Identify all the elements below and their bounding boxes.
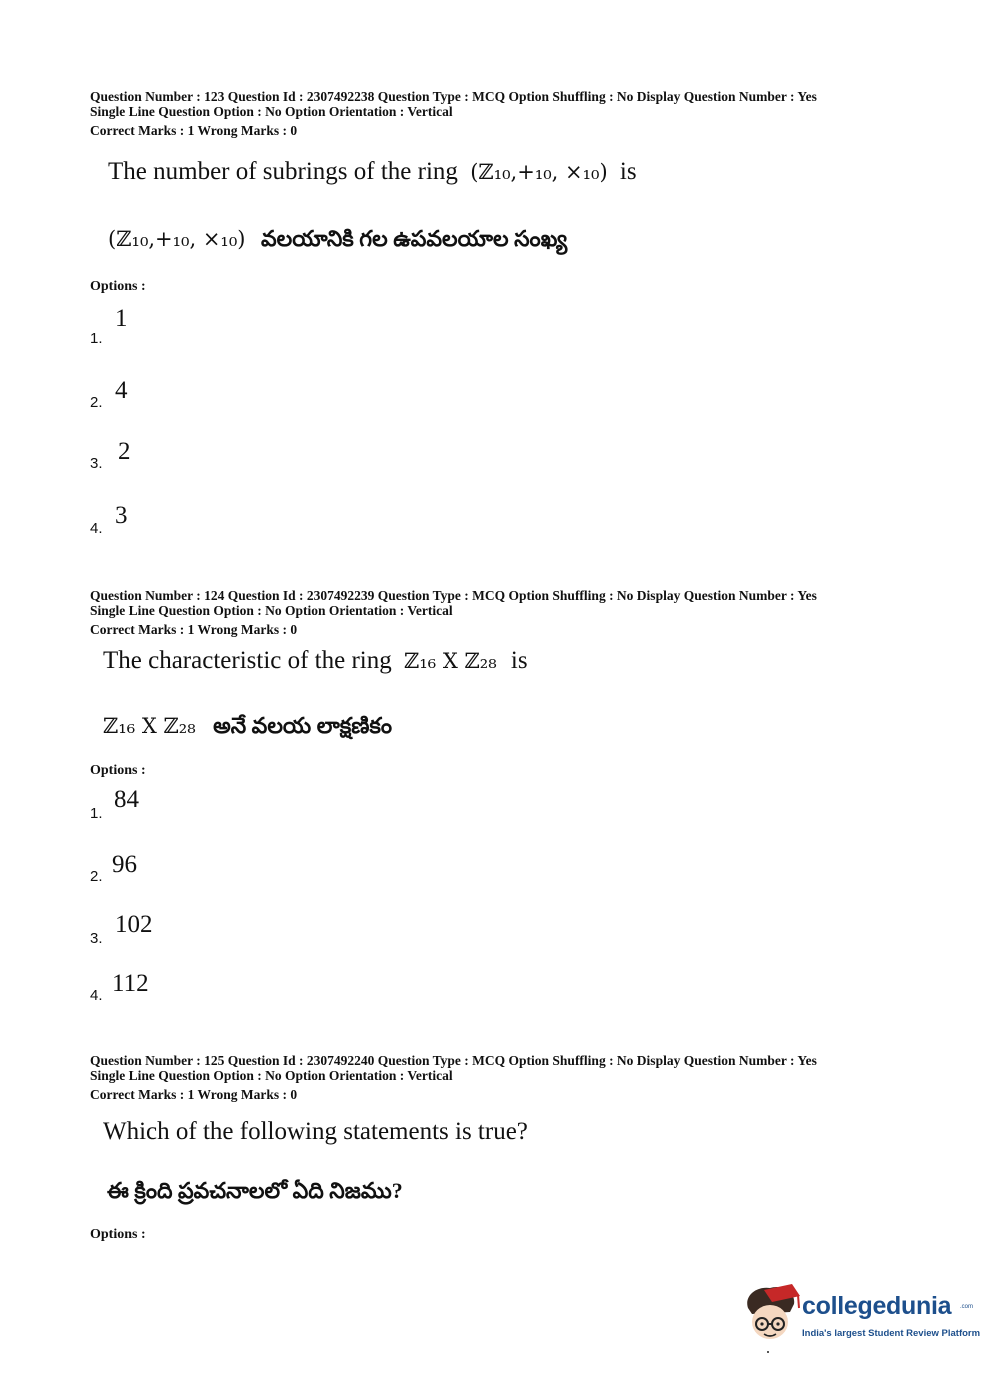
option-3[interactable] <box>0 911 400 961</box>
mascot-icon <box>742 1282 802 1356</box>
question-text-en: Which of the following statements is true? <box>103 1118 528 1145</box>
option-value: 3 <box>115 502 128 529</box>
option-number: 4. <box>90 987 103 1004</box>
meta-line-2: Single Line Question Option : No Option Orientation : Vertical <box>90 1068 453 1083</box>
math-expression-te: ℤ₁₆ X ℤ₂₈ <box>103 714 196 738</box>
option-2[interactable] <box>0 851 400 901</box>
question-suffix: is <box>510 647 528 674</box>
question-meta <box>90 89 817 138</box>
option-number: 1. <box>90 805 103 822</box>
options-label: Options : <box>90 1227 146 1242</box>
telugu-text: అనే వలయ లాక్షణికం <box>213 713 393 738</box>
option-value: 96 <box>112 851 137 878</box>
collegedunia-logo <box>742 1282 981 1356</box>
question-text: The number of subrings of the ring <box>108 158 458 185</box>
telugu-text: వలయానికి గల ఉపవలయాల సంఖ్య <box>260 226 568 251</box>
option-3[interactable] <box>0 438 400 488</box>
option-value: 112 <box>112 970 149 997</box>
option-value: 4 <box>115 377 128 404</box>
option-number: 2. <box>90 868 103 885</box>
option-number: 4. <box>90 520 103 537</box>
option-number: 3. <box>90 930 103 947</box>
option-value: 2 <box>118 438 131 465</box>
logo-suffix: .com <box>960 1304 974 1310</box>
meta-line-1: Question Number : 123 Question Id : 2307492238 Question Type : MCQ Option Shuffling : No Display Question Number : Yes <box>90 89 817 104</box>
option-1[interactable] <box>0 786 400 836</box>
math-expression: ℤ₁₆ X ℤ₂₈ <box>404 649 497 673</box>
logo-wordmark: collegedunia <box>802 1292 952 1320</box>
math-expression: (ℤ₁₀,+₁₀, ×₁₀) <box>470 160 608 184</box>
question-text-te <box>103 713 392 744</box>
option-4[interactable] <box>0 970 400 1020</box>
question-text-en <box>103 647 528 675</box>
meta-line-3: Correct Marks : 1 Wrong Marks : 0 <box>90 1087 298 1102</box>
question-meta <box>90 588 817 637</box>
options-label: Options : <box>90 763 146 778</box>
options-label: Options : <box>90 279 146 294</box>
question-suffix: is <box>619 158 637 185</box>
option-value: 102 <box>115 911 153 938</box>
option-2[interactable] <box>0 377 400 427</box>
meta-line-3: Correct Marks : 1 Wrong Marks : 0 <box>90 123 298 138</box>
option-value: 84 <box>114 786 139 813</box>
question-text: The characteristic of the ring <box>103 647 392 674</box>
logo-tagline: India's largest Student Review Platform <box>802 1328 981 1339</box>
option-number: 3. <box>90 455 103 472</box>
question-text-en <box>108 158 637 186</box>
option-number: 2. <box>90 394 103 411</box>
option-number: 1. <box>90 330 103 347</box>
option-1[interactable] <box>0 305 400 355</box>
option-4[interactable] <box>0 502 400 552</box>
meta-line-2: Single Line Question Option : No Option Orientation : Vertical <box>90 603 453 618</box>
question-text-te: ఈ క్రింది ప్రవచనాలలో ఏది నిజము? <box>107 1178 403 1203</box>
option-value: 1 <box>115 305 128 332</box>
meta-line-2: Single Line Question Option : No Option Orientation : Vertical <box>90 104 453 119</box>
question-meta <box>90 1053 817 1102</box>
meta-line-3: Correct Marks : 1 Wrong Marks : 0 <box>90 622 298 637</box>
math-expression-te: (ℤ₁₀,+₁₀, ×₁₀) <box>108 227 246 251</box>
meta-line-1: Question Number : 124 Question Id : 2307492239 Question Type : MCQ Option Shuffling : No Display Question Number : Yes <box>90 588 817 603</box>
question-text-te <box>108 226 567 257</box>
meta-line-1: Question Number : 125 Question Id : 2307492240 Question Type : MCQ Option Shuffling : No Display Question Number : Yes <box>90 1053 817 1068</box>
